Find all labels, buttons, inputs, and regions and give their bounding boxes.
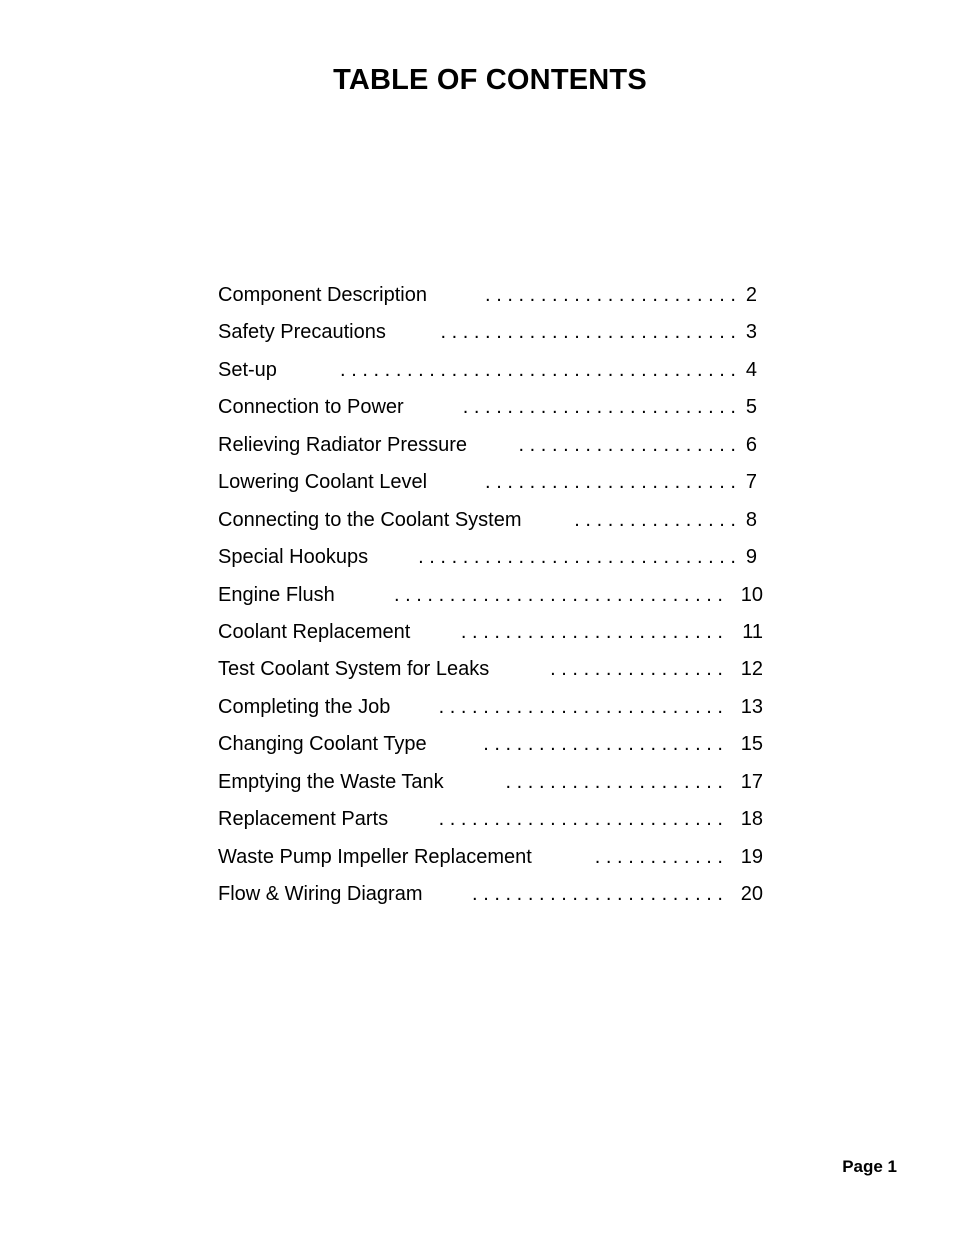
toc-dot-leader: . . . . . . . . . . . . . . . . . . . . . . .: [485, 471, 736, 494]
toc-entry[interactable]: [218, 616, 763, 653]
toc-entry[interactable]: [218, 579, 763, 616]
toc-entry[interactable]: [218, 354, 763, 391]
toc-entry-title: Coolant Replacement: [218, 620, 411, 643]
toc-dot-leader: . . . . . . . . . . . . . . . . . . . . . . . . . .: [438, 695, 723, 718]
toc-dot-leader: . . . . . . . . . . . . . . . . . . . . . . . . . .: [438, 808, 723, 831]
toc-dot-leader: . . . . . . . . . . . . . . . . . . . . . . . . . . . . .: [418, 546, 736, 569]
toc-dot-leader: . . . . . . . . . . . . . . . . . . . .: [518, 433, 736, 456]
toc-entry-title: Test Coolant System for Leaks: [218, 658, 490, 681]
toc-page-number: 15: [740, 733, 763, 756]
toc-entry-title: Flow & Wiring Diagram: [218, 883, 423, 905]
toc-dot-leader: . . . . . . . . . . . . . . . . . . . . . . . .: [460, 620, 723, 643]
toc-entry[interactable]: [218, 691, 763, 728]
toc-page-number: 9: [745, 546, 757, 569]
toc-entry-title: Set-up: [218, 358, 277, 381]
toc-dot-leader: . . . . . . . . . . . . . . . . . . . . . . .: [485, 284, 736, 306]
toc-entry-title: Connecting to the Coolant System: [218, 508, 522, 531]
toc-page-number: 4: [745, 358, 757, 381]
toc-page-number: 20: [740, 883, 763, 905]
toc-entry[interactable]: [218, 391, 763, 428]
toc-entry[interactable]: [218, 429, 763, 466]
toc-entry-title: Engine Flush: [218, 583, 335, 606]
toc-page-number: 2: [745, 284, 757, 306]
toc-page-number: 13: [740, 695, 763, 718]
page-title: TABLE OF CONTENTS: [333, 64, 647, 96]
toc-dot-leader: . . . . . . . . . . . . . . . . . . . . . . . . .: [462, 396, 736, 419]
toc-entry-title: Changing Coolant Type: [218, 733, 427, 756]
toc-entry[interactable]: [218, 841, 763, 878]
toc-entry[interactable]: [218, 316, 763, 353]
toc-entry[interactable]: [218, 803, 763, 840]
toc-dot-leader: . . . . . . . . . . . . . . . . . . . . . . . . . . . . . . . . . . . .: [340, 358, 736, 381]
toc-page-number: 17: [740, 770, 763, 793]
toc-page-number: 7: [745, 471, 757, 494]
toc-entry[interactable]: [218, 728, 763, 765]
toc-entry-title: Replacement Parts: [218, 808, 389, 831]
toc-entry-title: Relieving Radiator Pressure: [218, 433, 468, 456]
toc-entry-title: Connection to Power: [218, 396, 404, 419]
table-of-contents: [218, 279, 763, 915]
toc-dot-leader: . . . . . . . . . . . .: [594, 845, 723, 868]
toc-page-number: 3: [745, 321, 757, 344]
toc-entry[interactable]: [218, 766, 763, 803]
toc-entry-title: Component Description: [218, 284, 427, 306]
toc-entry[interactable]: [218, 541, 763, 578]
toc-dot-leader: . . . . . . . . . . . . . . . . . . . .: [505, 770, 723, 793]
toc-entry-title: Safety Precautions: [218, 321, 386, 344]
toc-page-number: 19: [740, 845, 763, 868]
toc-page-number: 12: [740, 658, 763, 681]
toc-entry[interactable]: [218, 504, 763, 541]
toc-entry-title: Emptying the Waste Tank: [218, 770, 444, 793]
toc-dot-leader: . . . . . . . . . . . . . . . .: [550, 658, 723, 681]
toc-entry-title: Waste Pump Impeller Replacement: [218, 845, 532, 868]
toc-entry[interactable]: [218, 653, 763, 690]
toc-page-number: 5: [745, 396, 757, 419]
page-number-label: Page 1: [842, 1157, 897, 1176]
toc-page-number: 11: [742, 620, 763, 643]
toc-entry-title: Completing the Job: [218, 695, 391, 718]
toc-dot-leader: . . . . . . . . . . . . . . .: [574, 508, 736, 531]
toc-page-number: 8: [745, 508, 757, 531]
toc-dot-leader: . . . . . . . . . . . . . . . . . . . . . . .: [472, 883, 723, 905]
toc-entry-title: Lowering Coolant Level: [218, 471, 428, 494]
toc-entry[interactable]: [218, 466, 763, 503]
toc-dot-leader: . . . . . . . . . . . . . . . . . . . . . . . . . . .: [440, 321, 736, 344]
toc-page-number: 6: [745, 433, 757, 456]
toc-entry[interactable]: [218, 878, 763, 915]
toc-dot-leader: . . . . . . . . . . . . . . . . . . . . . . . . . . . . . .: [393, 583, 723, 606]
toc-page-number: 18: [740, 808, 763, 831]
toc-entry[interactable]: [218, 279, 763, 316]
toc-entry-title: Special Hookups: [218, 546, 369, 569]
toc-dot-leader: . . . . . . . . . . . . . . . . . . . . . .: [483, 733, 723, 756]
toc-page-number: 10: [740, 583, 763, 606]
